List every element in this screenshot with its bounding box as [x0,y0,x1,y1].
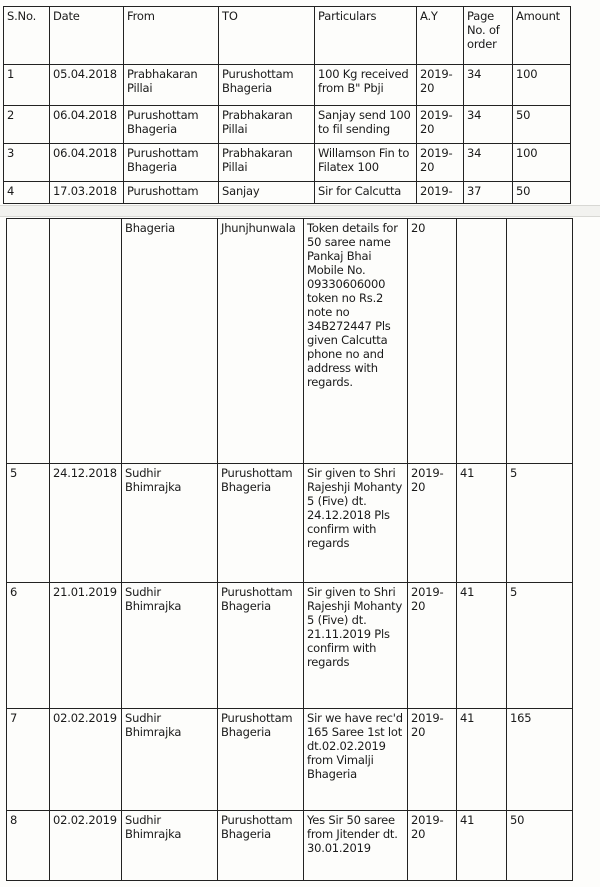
cell-particulars: Token details for 50 saree name Pankaj Bhai Mobile No. 09330606000 token no Rs.2 note no 34B272447 Pls given Calcutta phone no and address with regards. [304,219,408,464]
header-to: TO [219,7,315,65]
cell-page [457,219,507,464]
table-row [7,464,573,583]
table-row [4,144,571,182]
cell-date: 21.01.2019 [50,583,122,709]
cell-date: 17.03.2018 [50,182,124,204]
cell-sno: 4 [4,182,50,204]
table-row [7,709,573,811]
cell-date: 02.02.2019 [50,811,122,881]
cell-amount: 50 [507,811,573,881]
cell-to: Prabhakaran Pillai [219,106,315,144]
cell-amount: 100 [513,144,571,182]
cell-page: 41 [457,709,507,811]
table-row-continuation [7,219,573,464]
cell-from: Prabhakaran Pillai [124,65,219,106]
cell-to: Purushottam Bhageria [218,811,304,881]
cell-ay: 2019-20 [408,464,457,583]
cell-date: 24.12.2018 [50,464,122,583]
cell-date: 06.04.2018 [50,144,124,182]
cell-page: 41 [457,583,507,709]
page-fold-divider [0,205,600,217]
cell-ay: 2019-20 [408,709,457,811]
cell-from: Purushottam Bhageria [124,144,219,182]
cell-particulars: Sanjay send 100 to fil sending [315,106,417,144]
cell-ay: 2019-20 [408,583,457,709]
table-row [4,106,571,144]
cell-amount: 5 [507,464,573,583]
cell-to: Purushottam Bhageria [218,709,304,811]
cell-particulars: Sir given to Shri Rajeshji Mohanty 5 (Five) dt. 24.12.2018 Pls confirm with regards [304,464,408,583]
header-amount: Amount [513,7,571,65]
cell-sno [7,219,50,464]
cell-to: Purushottam Bhageria [218,464,304,583]
cell-to: Prabhakaran Pillai [219,144,315,182]
cell-particulars: Sir for Calcutta [315,182,417,204]
table-row [4,182,571,204]
cell-from: Sudhir Bhimrajka [122,811,218,881]
cell-amount: 165 [507,709,573,811]
cell-page: 41 [457,464,507,583]
cell-sno: 6 [7,583,50,709]
cell-ay: 2019-20 [417,106,464,144]
cell-amount [507,219,573,464]
cell-to: Purushottam Bhageria [219,65,315,106]
cell-ay: 2019-20 [417,65,464,106]
cell-date: 05.04.2018 [50,65,124,106]
cell-page: 37 [464,182,513,204]
cell-ay: 2019- [417,182,464,204]
cell-from: Sudhir Bhimrajka [122,464,218,583]
cell-date: 02.02.2019 [50,709,122,811]
cell-particulars: Sir given to Shri Rajeshji Mohanty 5 (Five) dt. 21.11.2019 Pls confirm with regards [304,583,408,709]
table-header-row [4,7,571,65]
cell-amount: 100 [513,65,571,106]
cell-page: 34 [464,65,513,106]
cell-page: 34 [464,144,513,182]
cell-sno: 1 [4,65,50,106]
cell-amount: 5 [507,583,573,709]
cell-ay: 2019-20 [408,811,457,881]
cell-from: Purushottam Bhageria [124,106,219,144]
cell-sno: 3 [4,144,50,182]
cell-amount: 50 [513,106,571,144]
cell-page: 34 [464,106,513,144]
cell-sno: 2 [4,106,50,144]
ledger-table-top [3,6,571,204]
header-sno: S.No. [4,7,50,65]
header-ay: A.Y [417,7,464,65]
header-page-no: Page No. of order [464,7,513,65]
table-row [7,811,573,881]
cell-particulars: 100 Kg received from B" Pbji [315,65,417,106]
cell-to: Jhunjhunwala [218,219,304,464]
cell-amount: 50 [513,182,571,204]
cell-page: 41 [457,811,507,881]
cell-from: Sudhir Bhimrajka [122,583,218,709]
cell-particulars: Sir we have rec'd 165 Saree 1st lot dt.02.02.2019 from Vimalji Bhageria [304,709,408,811]
ledger-table-bottom [6,218,573,881]
header-date: Date [50,7,124,65]
cell-particulars: Yes Sir 50 saree from Jitender dt. 30.01.2019 [304,811,408,881]
table-row [4,65,571,106]
cell-sno: 5 [7,464,50,583]
cell-particulars: Willamson Fin to Filatex 100 [315,144,417,182]
cell-sno: 8 [7,811,50,881]
cell-ay: 20 [408,219,457,464]
cell-sno: 7 [7,709,50,811]
table-row [7,583,573,709]
cell-ay: 2019-20 [417,144,464,182]
cell-from: Sudhir Bhimrajka [122,709,218,811]
cell-to: Purushottam Bhageria [218,583,304,709]
cell-date [50,219,122,464]
cell-from: Purushottam [124,182,219,204]
header-from: From [124,7,219,65]
cell-date: 06.04.2018 [50,106,124,144]
header-particulars: Particulars [315,7,417,65]
cell-from: Bhageria [122,219,218,464]
cell-to: Sanjay [219,182,315,204]
